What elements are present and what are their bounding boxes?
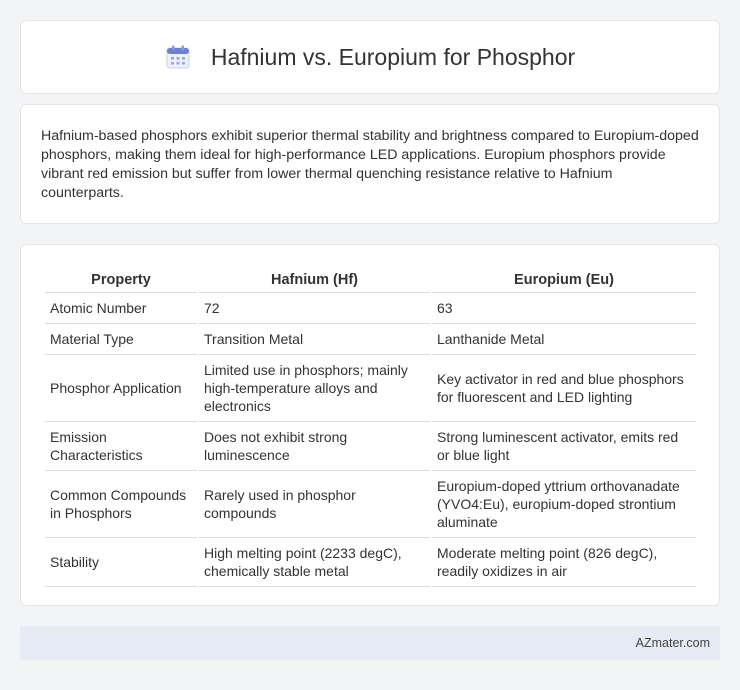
- cell-hafnium: Limited use in phosphors; mainly high-temperature alloys and electronics: [199, 355, 430, 422]
- table-row: [45, 422, 696, 471]
- cell-property: Emission Characteristics: [45, 422, 197, 471]
- title-card: [20, 20, 720, 94]
- cell-hafnium: Does not exhibit strong luminescence: [199, 422, 430, 471]
- cell-europium: Strong luminescent activator, emits red or blue light: [432, 422, 696, 471]
- cell-property: Atomic Number: [45, 293, 197, 324]
- table-header-row: [45, 265, 696, 293]
- cell-europium: Key activator in red and blue phosphors for fluorescent and LED lighting: [432, 355, 696, 422]
- cell-hafnium: High melting point (2233 degC), chemically stable metal: [199, 538, 430, 587]
- cell-property: Common Compounds in Phosphors: [45, 471, 197, 538]
- cell-europium: Moderate melting point (826 degC), readily oxidizes in air: [432, 538, 696, 587]
- cell-hafnium: Rarely used in phosphor compounds: [199, 471, 430, 538]
- cell-hafnium: Transition Metal: [199, 324, 430, 355]
- calendar-icon: [165, 44, 191, 70]
- page-title: Hafnium vs. Europium for Phosphor: [210, 43, 576, 70]
- cell-property: Stability: [45, 538, 197, 587]
- intro-card: [20, 104, 720, 224]
- cell-europium: Europium-doped yttrium orthovanadate (YVO4:Eu), europium-doped strontium aluminate: [432, 471, 696, 538]
- cell-europium: Lanthanide Metal: [432, 324, 696, 355]
- cell-property: Phosphor Application: [45, 355, 197, 422]
- header-property: Property: [45, 265, 197, 293]
- intro-text: Hafnium-based phosphors exhibit superior thermal stability and brightness compared to Europium-doped phosphors, making them ideal for high-performance LED applications. Europium phosphors provide vibrant red emission but suffer from lower thermal quenching resistance relative to Hafnium counterparts.: [41, 128, 699, 201]
- footer-brand: AZmater.com: [635, 636, 710, 650]
- comparison-table: [43, 265, 698, 587]
- footer: [20, 626, 720, 660]
- table-row: [45, 471, 696, 538]
- header-europium: Europium (Eu): [432, 265, 696, 293]
- table-row: [45, 538, 696, 587]
- header-hafnium: Hafnium (Hf): [199, 265, 430, 293]
- table-row: [45, 293, 696, 324]
- table-row: [45, 324, 696, 355]
- table-row: [45, 355, 696, 422]
- cell-hafnium: 72: [199, 293, 430, 324]
- comparison-card: [20, 244, 720, 606]
- cell-europium: 63: [432, 293, 696, 324]
- cell-property: Material Type: [45, 324, 197, 355]
